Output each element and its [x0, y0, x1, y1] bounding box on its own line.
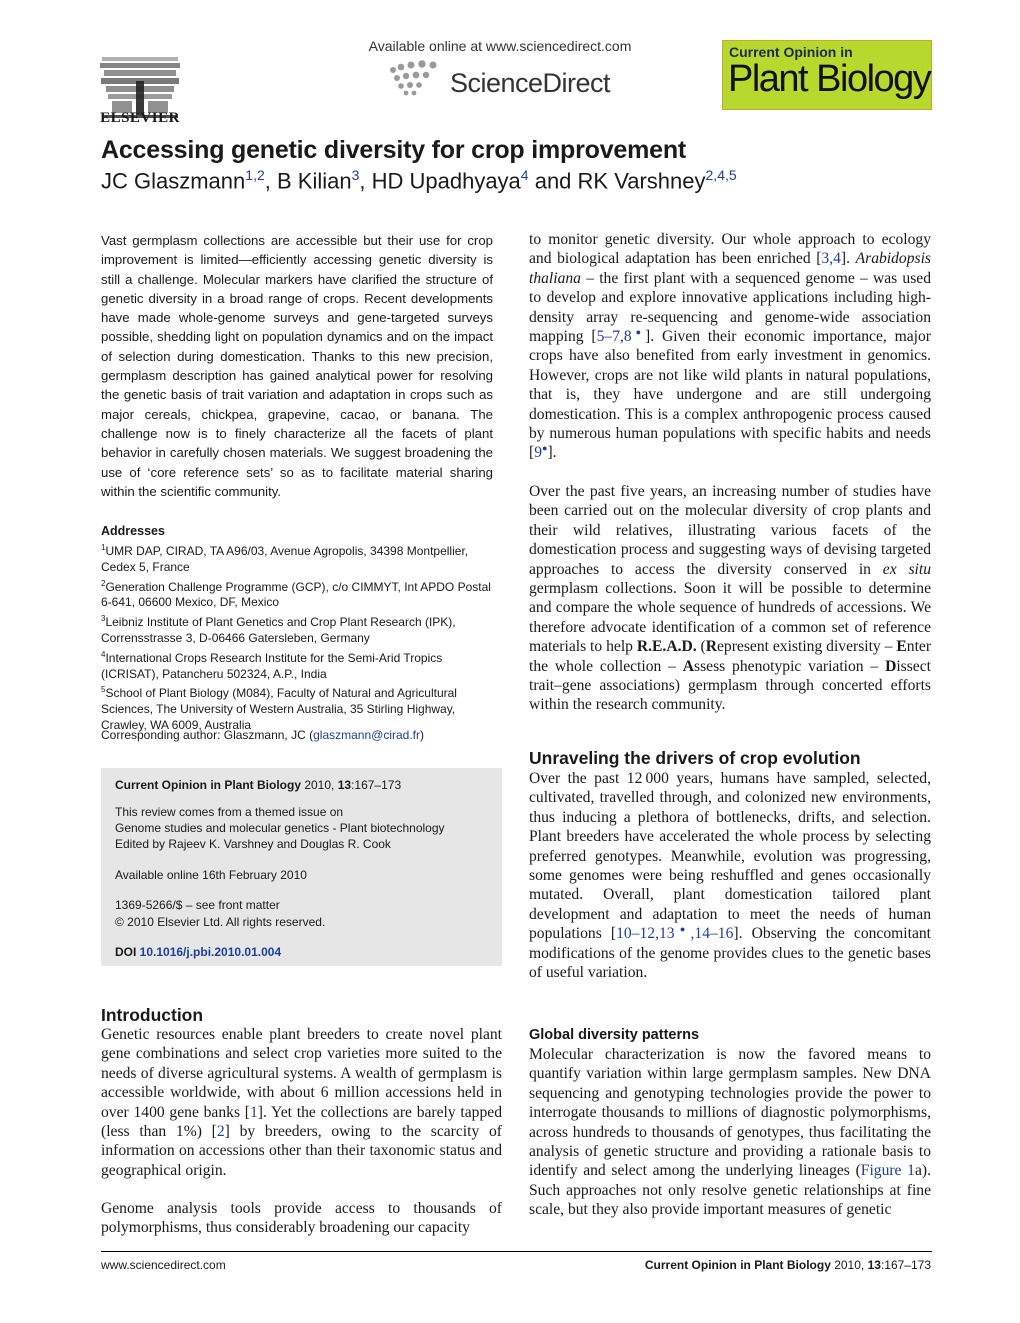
paragraph-text: ].	[840, 250, 856, 268]
themed-issue-intro: This review comes from a themed issue on	[115, 805, 344, 819]
acronym-letter: E	[896, 638, 907, 656]
abstract: Vast germplasm collections are accessible but their use for crop improvement is limited—efficiently accessing genetic diversity is still a challenge. Molecular markers have clarified the structure of genetic diversity in a broad range of crops. Recent developments have made whole-genome surveys and gene-targeted surveys possible, shedding light on population dynamics and on the impact of selection during domestication. Thanks to this new precision, germplasm description has gained analytical power for resolving the genetic basis of trait variation and adaptation in crops such as major cereals, chickpea, grapevine, cacao, or banana. The challenge now is to finely characterize all the facets of plant behavior in carefully chosen materials. We suggest broadening the use of ‘core reference sets’ so as to facilitate material sharing within the scientific community.	[101, 233, 493, 499]
key-reference-dot: ●	[631, 326, 646, 337]
paragraph-text: germplasm collections. Soon it will be possible to determine and compare the whole sequence of hundreds of accessions. We therefore advocate identification of a common set of reference materials to help	[529, 580, 931, 656]
available-online-text: Available online at www.sciencedirect.com	[368, 38, 632, 54]
body-paragraph	[529, 482, 931, 715]
address-text: UMR DAP, CIRAD, TA A96/03, Avenue Agropolis, 34398 Montpellier, Cedex 5, France	[101, 544, 469, 574]
introduction-paragraph: Genome analysis tools provide access to thousands of polymorphisms, thus considerably broadening our capacity	[101, 1200, 502, 1237]
paragraph-text: ]. Observing the concomitant modifications of the genome provides clues to the genetic bases of useful variation.	[529, 925, 931, 982]
subsection-heading-global-diversity: Global diversity patterns	[529, 1027, 700, 1043]
author-name: B Kilian	[276, 168, 352, 194]
paragraph-text: issect trait–gene associations) germplasm through concerted efforts within the research community.	[529, 657, 931, 714]
addresses-heading: Addresses	[101, 524, 165, 538]
address-number: 2	[101, 578, 106, 588]
publisher-name: ELSEVIER	[100, 110, 180, 126]
journal-name: Current Opinion in Plant Biology	[115, 778, 301, 792]
footer-volume: 13	[867, 1258, 881, 1272]
address-item	[101, 647, 493, 683]
journal-year: 2010,	[301, 778, 338, 792]
paragraph-text: ] by breeders, owing to the scarcity of information on accessions other than their taxonomic status and geographical origin.	[101, 1123, 502, 1179]
address-text: Generation Challenge Programme (GCP), c/o CIMMYT, Int APDO Postal 6-641, 06600 Mexico, DF, Mexico	[101, 579, 491, 610]
reference-link[interactable]: 10–12,13	[616, 925, 675, 943]
emphasis-text: ex situ	[882, 560, 931, 578]
paragraph-text: Over the past five years, an increasing number of studies have been carried out on the molecular diversity of crop plants and their wild relatives, illustrating various facets of the domestication process and suggesting ways of devising targeted approaches to access the diversity conserved in	[529, 483, 931, 578]
section-heading-introduction: Introduction	[101, 1005, 204, 1025]
article-info-box	[101, 768, 502, 966]
author-name: JC Glaszmann	[101, 168, 246, 194]
paragraph-text: to monitor genetic diversity. Our whole approach to ecology and biological adaptation has been enriched [	[529, 231, 931, 268]
address-item	[101, 576, 493, 612]
author-separator: ,	[359, 168, 372, 194]
issn-text: 1369-5266/$ – see front matter	[115, 898, 280, 912]
author-name: HD Upadhyaya	[371, 168, 521, 194]
themed-issue-topic: Genome studies and molecular genetics - Plant biotechnology	[115, 821, 445, 835]
reference-link[interactable]: 9	[534, 444, 542, 462]
author-affiliation[interactable]: 1,2	[245, 167, 265, 183]
figure-link[interactable]: Figure 1	[860, 1162, 915, 1180]
corresponding-label: Corresponding author: Glaszmann, JC (	[101, 728, 314, 742]
address-number: 3	[101, 614, 106, 624]
acronym-letter: D	[885, 657, 897, 675]
paragraph-text: a). Such approaches not only resolve genetic relationships at fine scale, but they also provide important measures of genetic	[529, 1162, 931, 1219]
author-name: RK Varshney	[577, 168, 706, 194]
footer-journal: Current Opinion in Plant Biology	[644, 1258, 831, 1272]
journal-logo-line1: Current Opinion in	[729, 44, 853, 60]
acronym-letter: R	[705, 638, 718, 656]
author-separator: and	[528, 168, 578, 194]
key-reference-dot: ●	[674, 924, 691, 935]
paragraph-text: ]. Yet the collections are barely tapped (less than 1%) [	[101, 1103, 502, 1141]
address-text: International Crops Research Institute for the Semi-Arid Tropics (ICRISAT), Patancheru 502324, A.P., India	[101, 650, 443, 681]
address-number: 5	[101, 685, 106, 695]
author-affiliation[interactable]: 2,4,5	[705, 167, 737, 183]
footer-pages: :167–173	[880, 1258, 931, 1272]
author-affiliation[interactable]: 3	[351, 167, 360, 183]
address-number: 4	[101, 649, 106, 659]
author-affiliation[interactable]: 4	[520, 167, 529, 183]
paragraph-text: Molecular characterization is now the favored means to quantify variation within large germplasm samples. New DNA sequencing and genotyping technologies provide the power to interrogate thousands to millions of diagnostic polymorphisms, across hundreds to thousands of genotypes, thus facilitating the analysis of genetic structure and providing a rationale basis to identify and select among the underlying lineages (	[529, 1046, 931, 1180]
corresponding-author	[101, 728, 424, 742]
species-name: Arabidopsis thaliana	[529, 250, 931, 287]
journal-volume: 13	[337, 778, 352, 792]
footer-divider	[101, 1251, 932, 1252]
corresponding-email-link[interactable]: glaszmann@cirad.fr	[313, 728, 420, 742]
doi-link[interactable]: 10.1016/j.pbi.2010.01.004	[139, 945, 282, 959]
doi	[115, 945, 281, 959]
key-reference-dot: ●	[542, 443, 548, 454]
body-paragraph	[529, 769, 931, 982]
paragraph-text: ].	[547, 444, 557, 462]
paragraph-text: – the first plant with a sequenced genome – was used to develop and explore innovative applications including high-density array re-sequencing and genome-wide association mapping [	[529, 269, 931, 346]
themed-issue-editors: Edited by Rajeev K. Varshney and Douglas R. Cook	[115, 837, 391, 851]
available-online-date: Available online 16th February 2010	[115, 868, 307, 882]
paragraph-text: (	[696, 638, 706, 656]
themed-issue-info	[115, 804, 445, 852]
author-separator: ,	[264, 168, 277, 194]
reference-link[interactable]: 2	[216, 1123, 225, 1141]
section-heading-drivers: Unraveling the drivers of crop evolution	[529, 748, 861, 768]
acronym-letter: A	[682, 657, 695, 675]
article-title: Accessing genetic diversity for crop improvement	[101, 136, 687, 164]
body-paragraph	[529, 1045, 931, 1220]
paragraph-text: epresent existing diversity –	[717, 638, 897, 656]
address-list	[101, 540, 493, 734]
journal-pages: :167–173	[351, 778, 402, 792]
journal-logo-line2: Plant Biology	[728, 58, 931, 100]
doi-label: DOI	[115, 945, 140, 959]
sciencedirect-wordmark: ScienceDirect	[450, 68, 611, 98]
address-text: School of Plant Biology (M084), Faculty of Natural and Agricultural Sciences, The University of Western Australia, 35 Stirling Highway, Crawley, WA 6009, Australia	[101, 686, 457, 732]
corresponding-suffix: )	[420, 728, 424, 742]
address-item	[101, 682, 493, 733]
paragraph-text: Over the past 12 000 years, humans have sampled, selected, cultivated, travelled through, and colonized new environments, thus inducing a plethora of bottlenecks, drifts, and selection. Plant breeders have accelerated the whole process by selecting preferred genotypes. Meanwhile, evolution was progressing, some genomes were being reshuffled and genes occasionally mutated. Overall, plant domestication tailored plant development and adaptation to meet the needs of human populations [	[529, 770, 931, 943]
address-item	[101, 611, 493, 647]
reference-link[interactable]: 1	[249, 1103, 258, 1121]
reference-link[interactable]: 5–7,8	[596, 328, 632, 346]
issn-copyright	[115, 897, 325, 931]
address-item	[101, 540, 493, 576]
paragraph-text: ]. Given their economic importance, major crops have also benefited from early investment in genomics. However, crops are not like wild plants in natural populations, that is, they have undergone and are still undergoing domestication. This is a complex anthropogenic process caused by numerous human populations with specific habits and needs [	[529, 328, 931, 462]
paragraph-text: nter the whole collection –	[529, 638, 932, 675]
body-paragraph	[529, 230, 931, 463]
paragraph-text: ssess phenotypic variation –	[694, 657, 886, 675]
reference-link[interactable]: 3,4	[821, 250, 841, 268]
acronym-read: R.E.A.D.	[636, 638, 697, 656]
address-number: 1	[101, 543, 106, 552]
journal-logo	[722, 40, 932, 110]
introduction-paragraph	[101, 1025, 502, 1180]
paragraph-text: Genetic resources enable plant breeders to create novel plant gene combinations and select crop varieties more suited to the needs of diverse agricultural systems. A wealth of germplasm is accessible worldwide, with about 6 million accessions held in over 1400 gene banks [	[101, 1026, 502, 1121]
reference-link[interactable]: ,14–16	[690, 925, 734, 943]
copyright-text: © 2010 Elsevier Ltd. All rights reserved.	[115, 915, 326, 929]
sciencedirect-dots-icon	[385, 58, 445, 98]
footer-citation	[560, 1258, 931, 1272]
author-list	[101, 167, 737, 194]
footer-year: 2010,	[830, 1258, 868, 1272]
address-text: Leibniz Institute of Plant Genetics and Crop Plant Research (IPK), Corrensstrasse 3, D-06466 Gatersleben, Germany	[101, 615, 456, 645]
footer-website: www.sciencedirect.com	[101, 1258, 226, 1272]
journal-citation	[115, 778, 401, 792]
